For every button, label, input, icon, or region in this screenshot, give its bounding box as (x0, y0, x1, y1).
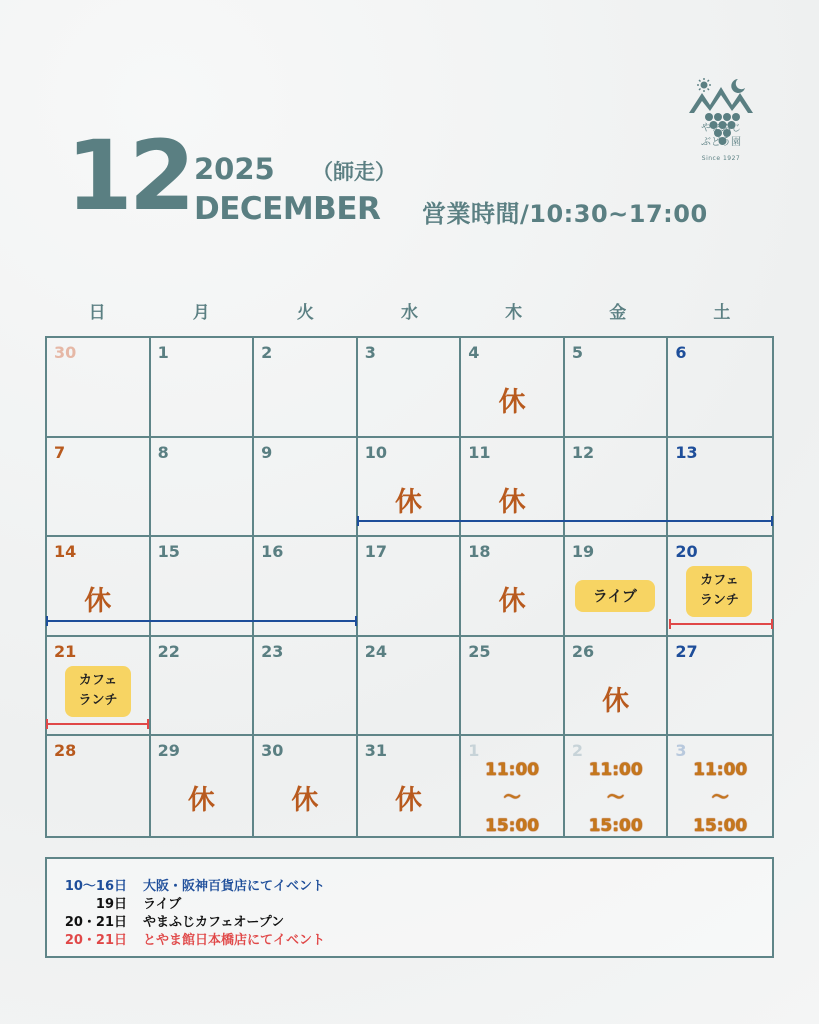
closed-label: 休 (84, 586, 112, 618)
weekday-mon: 月 (192, 303, 210, 323)
day-number: 19 (571, 542, 595, 562)
cafe-lunch-badge: カフェ ランチ (65, 666, 131, 717)
day-cell (565, 736, 669, 836)
day-number: 17 (364, 542, 387, 562)
calendar-grid (45, 336, 774, 838)
closed-label: 休 (187, 785, 215, 817)
day-cell (461, 338, 565, 438)
day-number: 25 (468, 641, 491, 661)
grape-logo-icon (688, 52, 754, 172)
day-cell (358, 537, 462, 637)
day-cell (358, 736, 462, 836)
day-cell (47, 736, 151, 836)
event-legend (45, 857, 774, 958)
day-number: 4 (468, 343, 480, 362)
day-cell (358, 438, 462, 538)
toyama-event-range-line (669, 623, 773, 625)
day-cell (461, 736, 565, 836)
day-number: 2 (261, 343, 273, 362)
closed-label: 休 (498, 387, 526, 418)
logo-name: やまふじ ぶどう園 (701, 123, 741, 148)
day-cell (47, 438, 151, 538)
toyama-event-range-line (46, 723, 149, 725)
day-number: 28 (54, 741, 77, 761)
day-number: 18 (468, 542, 491, 562)
legend-row: 19日 ライブ (95, 897, 182, 912)
day-number: 6 (675, 343, 687, 362)
weekday-sat: 土 (713, 303, 731, 323)
day-number: 1 (157, 343, 169, 362)
day-cell (47, 338, 151, 438)
weekday-wed: 水 (400, 303, 418, 323)
day-cell (668, 537, 772, 637)
closed-label: 休 (498, 486, 526, 518)
day-cell (254, 736, 358, 836)
day-number: 15 (157, 542, 180, 562)
day-number: 24 (364, 641, 387, 661)
osaka-event-range-line (46, 620, 357, 622)
day-cell (151, 637, 255, 737)
day-cell (254, 338, 358, 438)
day-cell (668, 438, 772, 538)
closed-label: 休 (498, 586, 526, 618)
day-number: 1 (468, 741, 480, 761)
day-number: 7 (54, 442, 66, 462)
day-cell (151, 338, 255, 438)
year: 2025 (194, 152, 275, 186)
legend-row: 20・21日 とやま館日本橋店にてイベント (64, 933, 326, 948)
day-number: 10 (364, 442, 387, 462)
day-number: 27 (675, 641, 698, 661)
day-number: 30 (261, 741, 284, 761)
special-hours: 11:00 〜 15:00 (693, 760, 748, 837)
day-number: 31 (364, 741, 387, 761)
day-cell (668, 338, 772, 438)
special-hours: 11:00 〜 15:00 (485, 760, 540, 837)
day-number: 16 (261, 542, 284, 562)
closed-label: 休 (394, 486, 422, 518)
day-cell (47, 637, 151, 737)
day-cell (358, 338, 462, 438)
day-number: 20 (675, 542, 698, 562)
day-cell (461, 438, 565, 538)
weekday-sun: 日 (88, 303, 106, 323)
day-number: 13 (675, 442, 698, 462)
month-english: DECEMBER (194, 191, 381, 227)
day-cell (668, 736, 772, 836)
business-hours: 営業時間/10:30~17:00 (422, 200, 708, 228)
day-number: 5 (571, 343, 583, 362)
day-cell (151, 736, 255, 836)
day-number: 2 (571, 741, 583, 761)
day-cell (565, 637, 669, 737)
month-kanji: （師走） (312, 160, 396, 184)
day-cell (461, 637, 565, 737)
day-number: 3 (364, 343, 376, 362)
day-number: 23 (261, 641, 284, 661)
day-cell (668, 637, 772, 737)
day-cell (461, 537, 565, 637)
closed-label: 休 (291, 785, 319, 817)
day-number: 22 (157, 641, 180, 661)
closed-label: 休 (602, 685, 630, 717)
legend-row: 20・21日 やまふじカフェオープン (64, 915, 285, 930)
logo-since: Since 1927 (701, 155, 741, 162)
day-cell (565, 338, 669, 438)
day-number: 12 (571, 442, 595, 462)
day-number: 11 (468, 442, 491, 462)
day-cell (151, 438, 255, 538)
legend-row: 10〜16日 大阪・阪神百貨店にてイベント (64, 879, 326, 894)
cafe-lunch-badge: カフェ ランチ (686, 566, 752, 617)
month-number: 12 (66, 120, 192, 232)
weekday-thu: 木 (505, 303, 523, 323)
day-cell (565, 537, 669, 637)
weekday-header (45, 298, 774, 322)
day-number: 29 (157, 741, 180, 761)
weekday-tue: 火 (296, 303, 314, 323)
special-hours: 11:00 〜 15:00 (588, 760, 643, 837)
day-number: 3 (675, 741, 687, 761)
osaka-event-range-line (357, 520, 773, 522)
day-number: 21 (54, 641, 77, 661)
day-number: 9 (261, 442, 273, 462)
day-number: 26 (571, 641, 595, 661)
day-number: 30 (54, 343, 77, 362)
weekday-fri: 金 (609, 303, 627, 323)
day-number: 14 (54, 542, 77, 562)
day-cell (254, 637, 358, 737)
closed-label: 休 (394, 785, 422, 817)
day-number: 8 (157, 442, 169, 462)
live-badge: ライブ (575, 580, 655, 612)
day-cell (565, 438, 669, 538)
day-cell (254, 438, 358, 538)
day-cell (358, 637, 462, 737)
